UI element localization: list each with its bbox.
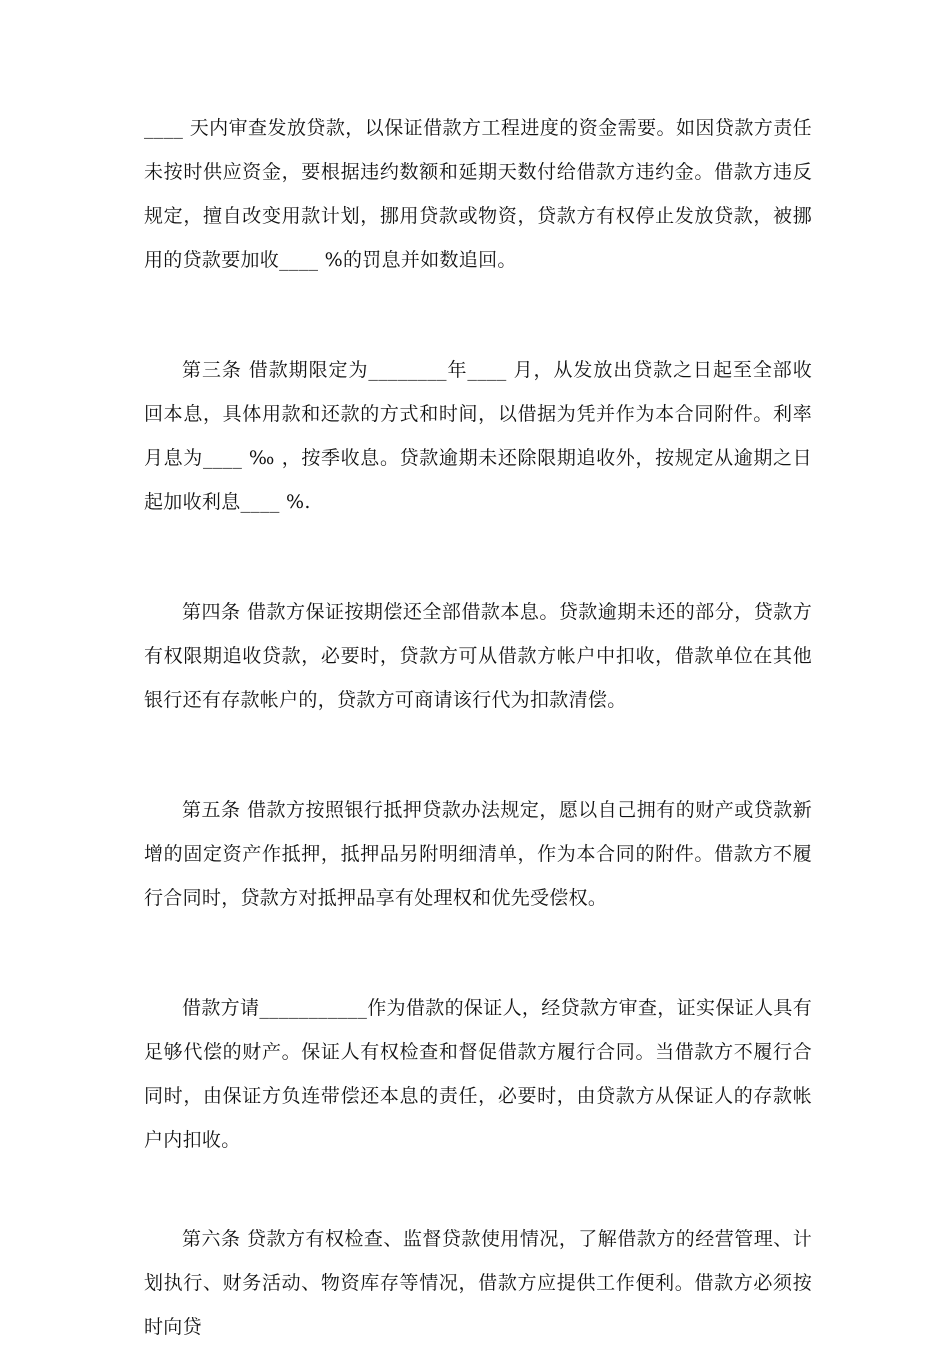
document-body (144, 106, 812, 1349)
paragraph-article-3: 第三条 借款期限定为________年____ 月，从发放出贷款之日起至全部收回本息，具体用款和还款的方式和时间，以借据为凭并作为本合同附件。利率月息为____ ‰ ，按季收息。贷款逾期未还除限期追收外，按规定从逾期之日起加收利息____ %. (144, 359, 812, 513)
paragraph-guarantor: 借款方请___________作为借款的保证人，经贷款方审查，证实保证人具有足够代偿的财产。保证人有权检查和督促借款方履行合同。当借款方不履行合同时，由保证方负连带偿还本息的责任，必要时，由贷款方从保证人的存款帐户内扣收。 (144, 997, 812, 1151)
paragraph-spacer (144, 282, 812, 348)
paragraph-article-6: 第六条 贷款方有权检查、监督贷款使用情况，了解借款方的经营管理、计划执行、财务活动、物资库存等情况，借款方应提供工作便利。借款方必须按时向贷 (144, 1228, 812, 1338)
paragraph-article-5: 第五条 借款方按照银行抵押贷款办法规定，愿以自己拥有的财产或贷款新增的固定资产作抵押，抵押品另附明细清单，作为本合同的附件。借款方不履行合同时，贷款方对抵押品享有处理权和优先受偿权。 (144, 799, 812, 909)
paragraph-continuation: ____ 天内审查发放贷款，以保证借款方工程进度的资金需要。如因贷款方责任未按时供应资金，要根据违约数额和延期天数付给借款方违约金。借款方违反规定，擅自改变用款计划，挪用贷款或物资，贷款方有权停止发放贷款，被挪用的贷款要加收____ %的罚息并如数追回。 (144, 117, 812, 271)
paragraph-spacer (144, 524, 812, 590)
paragraph-article-4: 第四条 借款方保证按期偿还全部借款本息。贷款逾期未还的部分，贷款方有权限期追收贷款，必要时，贷款方可从借款方帐户中扣收，借款单位在其他银行还有存款帐户的，贷款方可商请该行代为扣款清偿。 (144, 601, 812, 711)
paragraph-spacer (144, 722, 812, 788)
paragraph-spacer (144, 1162, 812, 1217)
paragraph-spacer (144, 920, 812, 986)
